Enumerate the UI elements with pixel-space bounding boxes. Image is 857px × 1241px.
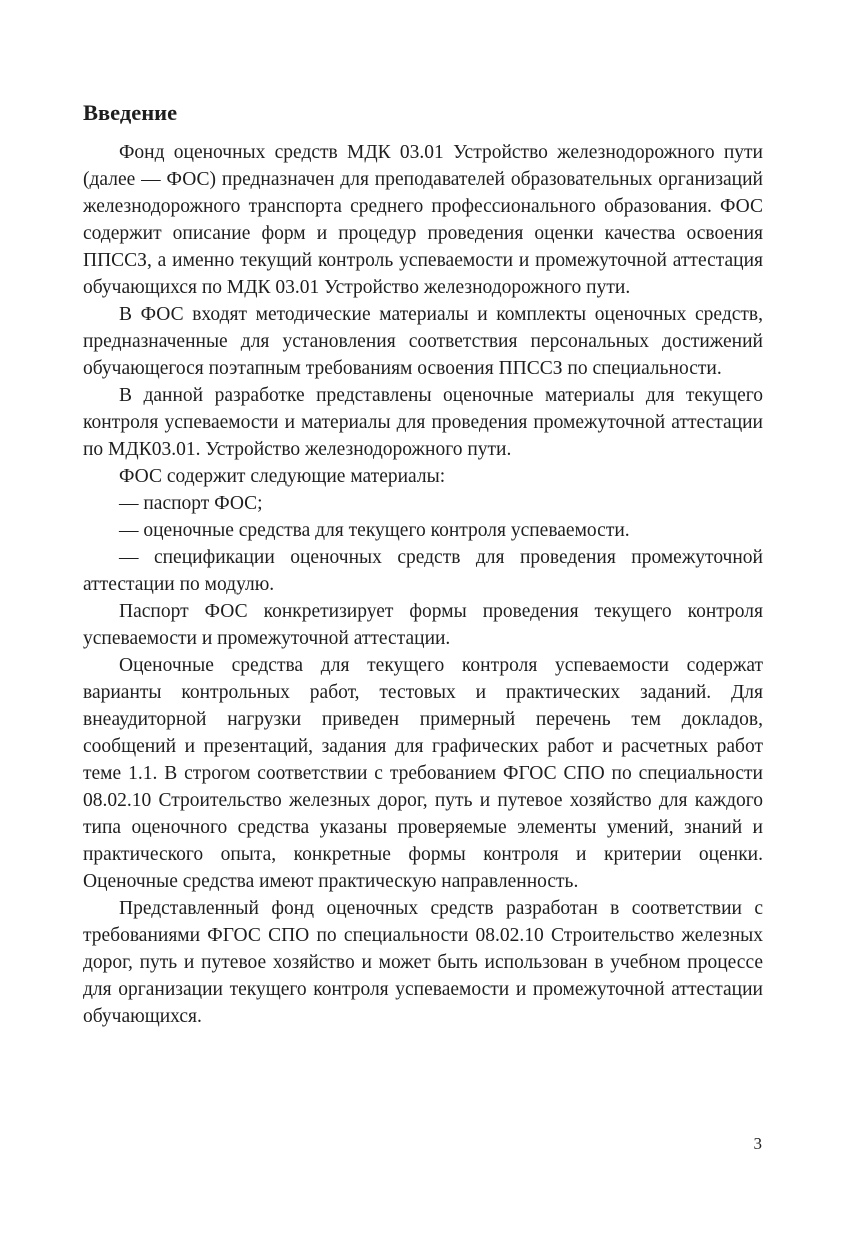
paragraph-development: В данной разработке представлены оценочные материалы для текущего контроля успеваемости и материалы для проведения промежуточной аттестации по МДК03.01. Устройство железнодорожного пути. — [83, 385, 763, 460]
list-item-assessment-tools: — оценочные средства для текущего контроля успеваемости. — [119, 520, 630, 541]
paragraph-materials-lead: ФОС содержит следующие материалы: — [119, 466, 446, 487]
page-content — [83, 98, 763, 1030]
list-item-specifications: — спецификации оценочных средств для проведения промежуточной аттестации по модулю. — [83, 547, 763, 595]
paragraph-intro: Фонд оценочных средств МДК 03.01 Устройство железнодорожного пути (далее — ФОС) предназначен для преподавателей образовательных организаций железнодорожного транспорта среднего профессионального образования. ФОС содержит описание форм и процедур проведения оценки качества освоения ППССЗ, а именно текущий контроль успеваемости и промежуточной аттестация обучающихся по МДК 03.01 Устройство железнодорожного пути. — [83, 142, 763, 298]
list-item-passport: — паспорт ФОС; — [119, 493, 263, 514]
paragraph-conclusion: Представленный фонд оценочных средств разработан в соответствии с требованиями ФГОС СПО по специальности 08.02.10 Строительство железных дорог, путь и путевое хозяйство и может быть использован в учебном процессе для организации текущего контроля успеваемости и промежуточной аттестации обучающихся. — [83, 898, 763, 1027]
paragraph-assessment-tools: Оценочные средства для текущего контроля успеваемости содержат варианты контрольных работ, тестовых и практических заданий. Для внеаудиторной нагрузки приведен примерный перечень тем докладов, сообщений и презентаций, задания для графических работ и расчетных работ теме 1.1. В строгом соответствии с требованием ФГОС СПО по специальности 08.02.10 Строительство железных дорог, путь и путевое хозяйство для каждого типа оценочного средства указаны проверяемые элементы умений, знаний и практического опыта, конкретные формы контроля и критерии оценки. Оценочные средства имеют практическую направленность. — [83, 655, 763, 892]
page-number: 3 — [753, 1134, 762, 1153]
paragraph-fos-contents: В ФОС входят методические материалы и комплекты оценочных средств, предназначенные для установления соответствия персональных достижений обучающегося поэтапным требованиям освоения ППССЗ по специальности. — [83, 304, 763, 379]
paragraph-passport: Паспорт ФОС конкретизирует формы проведения текущего контроля успеваемости и промежуточной аттестации. — [83, 601, 763, 649]
section-heading: Введение — [83, 100, 178, 125]
